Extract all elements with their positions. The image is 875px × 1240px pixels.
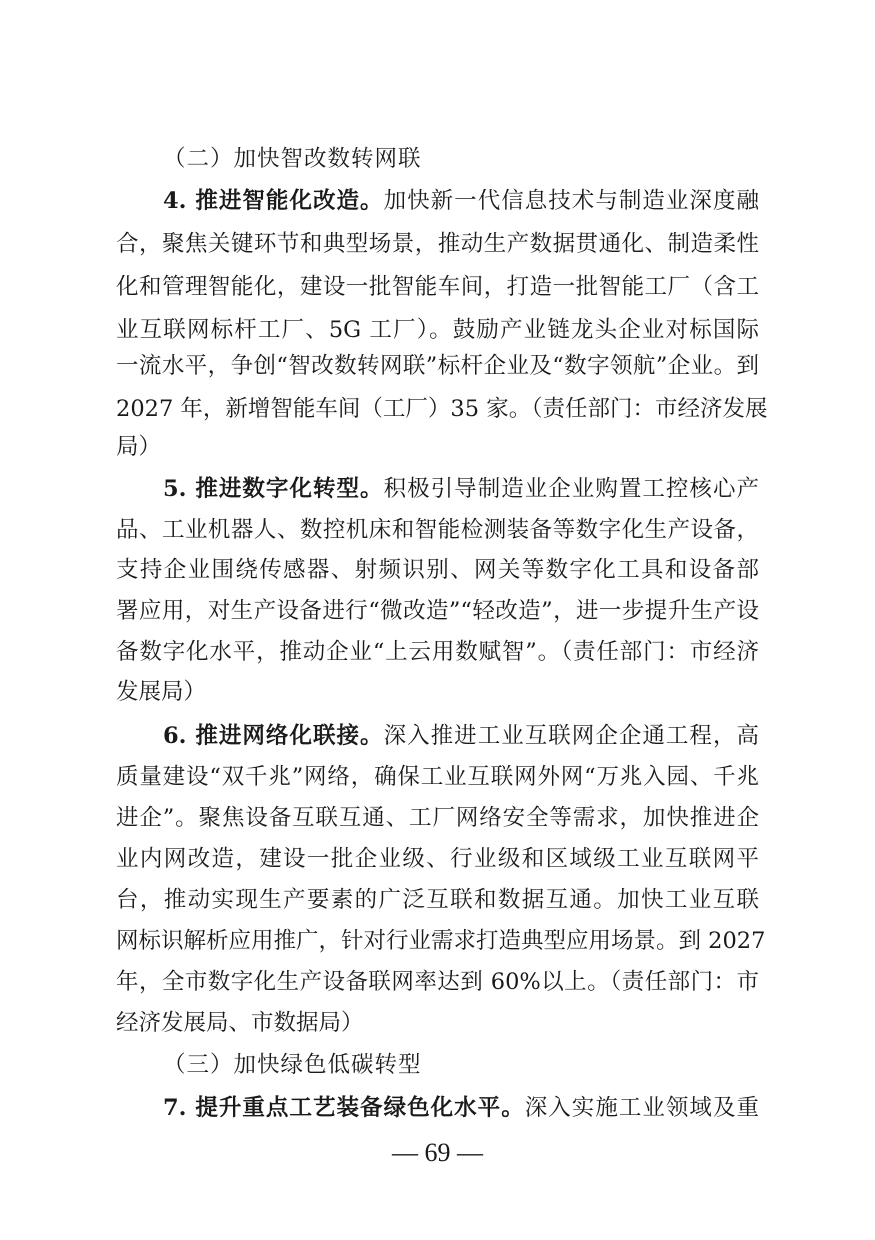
- item-6-line-7: 经济发展局、市数据局）: [116, 1010, 364, 1036]
- item-5-line-2: 支持企业围绕传感器、射频识别、网关等数字化工具和设备部: [116, 557, 759, 583]
- item-6-line-0: 深入推进工业互联网企企通工程，高: [383, 723, 759, 749]
- item-6-line-3: 业内网改造，建设一批企业级、行业级和区域级工业互联网平: [116, 846, 759, 872]
- item-7-first-line: [163, 1093, 759, 1123]
- item-6-line-4: 台，推动实现生产要素的广泛互联和数据互通。加快工业互联: [116, 887, 759, 913]
- item-6-first-line: [163, 721, 759, 751]
- section-heading-three: （三）加快绿色低碳转型: [163, 1052, 422, 1078]
- item-5-first-line: [163, 474, 759, 504]
- item-6-line-2: 进企”。聚焦设备互联互通、工厂网络安全等需求，加快推进企: [116, 805, 759, 831]
- section-heading-two: （二）加快智改数转网联: [163, 146, 422, 172]
- item-4-line-6: 局）: [116, 434, 162, 460]
- item-4-line-3: 业互联网标杆工厂、5G 工厂）。鼓励产业链龙头企业对标国际: [116, 317, 759, 343]
- item-5-line-3: 署应用，对生产设备进行“微改造”“轻改造”，进一步提升生产设: [116, 598, 759, 624]
- item-7-line-0: 深入实施工业领域及重: [524, 1095, 759, 1121]
- item-6-line-5: 网标识解析应用推广，针对行业需求打造典型应用场景。到 2027: [116, 928, 766, 954]
- page-number: — 69 —: [392, 1138, 483, 1167]
- item-5-line-0: 积极引导制造业企业购置工控核心产: [383, 476, 759, 502]
- item-4-line-1: 合，聚焦关键环节和典型场景，推动生产数据贯通化、制造柔性: [116, 231, 759, 257]
- item-5-line-1: 品、工业机器人、数控机床和智能检测装备等数字化生产设备，: [116, 517, 759, 543]
- item-4-title: 4. 推进智能化改造。: [163, 188, 384, 214]
- item-6-line-1: 质量建设“双千兆”网络，确保工业互联网外网“万兆入园、千兆: [116, 764, 759, 790]
- item-4-line-2: 化和管理智能化，建设一批智能车间，打造一批智能工厂（含工: [116, 274, 759, 300]
- item-4-line-4: 一流水平，争创“智改数转网联”标杆企业及“数字领航”企业。到: [116, 353, 759, 379]
- item-7-title: 7. 提升重点工艺装备绿色化水平。: [163, 1095, 525, 1121]
- item-6-line-6: 年，全市数字化生产设备联网率达到 60%以上。（责任部门：市: [116, 969, 759, 995]
- item-4-line-0: 加快新一代信息技术与制造业深度融: [383, 188, 759, 214]
- item-4-line-5: 2027 年，新增智能车间（工厂）35 家。（责任部门：市经济发展: [116, 396, 768, 422]
- item-5-line-4: 备数字化水平，推动企业“上云用数赋智”。（责任部门：市经济: [116, 639, 759, 665]
- item-4-first-line: [163, 186, 759, 216]
- item-5-title: 5. 推进数字化转型。: [163, 476, 384, 502]
- item-5-line-5: 发展局）: [116, 679, 207, 705]
- item-6-title: 6. 推进网络化联接。: [163, 723, 384, 749]
